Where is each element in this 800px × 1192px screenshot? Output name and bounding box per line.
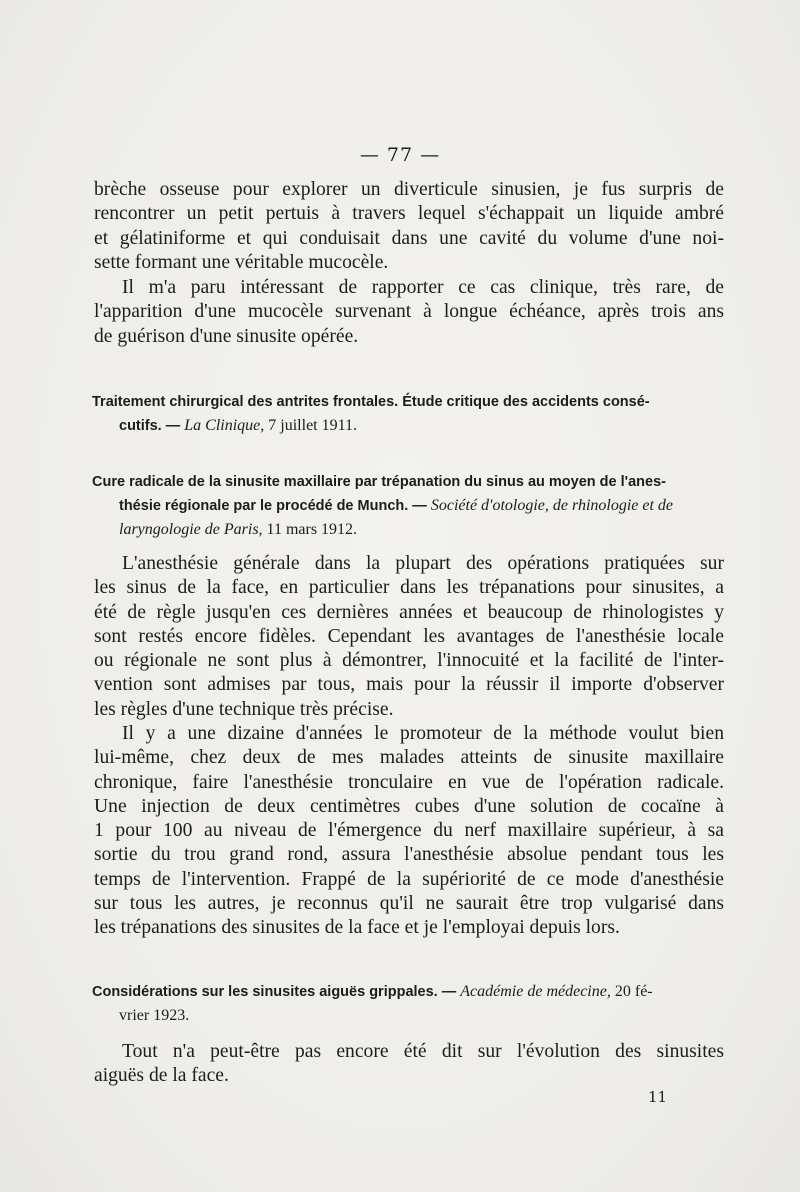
paragraph-line: les sinus de la face, en particulier dans les trépanations pour sinusites, a [94,577,724,599]
paragraph-line: sur tous les autres, je reconnus qu'il ne saurait être trop vulgarisé dans [94,893,724,915]
paragraph-5 [94,1040,724,1089]
page-number: — 77 — [359,144,441,166]
entry-title: Considérations sur les sinusites aiguës grippales. [92,984,438,1000]
paragraph-line: Il y a une dizaine d'années le promoteur de la méthode voulut bien [122,723,724,744]
journal-name: Académie de médecine, [460,983,611,1000]
paragraph-line: aiguës de la face. [94,1065,229,1087]
entry-title-end: thésie régionale par le procédé de Munch. [119,498,409,514]
entry-separator: — [408,498,431,514]
paragraph-line: sortie du trou grand rond, assura l'anesthésie absolue pendant tous les [94,844,724,866]
paragraph-line: de guérison d'une sinusite opérée. [94,325,359,347]
entry-title-line [92,414,724,438]
entry-title-line [92,980,724,1004]
bibliography-entry-1 [92,390,724,438]
signature-mark: 11 [648,1088,668,1106]
entry-title-line: Traitement chirurgical des antrites frontales. Étude critique des accidents consé- [92,394,650,410]
paragraph-line: 1 pour 100 au niveau de l'émergence du nerf maxillaire supérieur, à sa [94,820,724,842]
paragraph-line: temps de l'intervention. Frappé de la supériorité de ce mode d'anesthésie [94,868,724,890]
journal-name: La Clinique, [184,417,265,434]
entry-title-line [92,518,724,542]
entry-title-line [92,1004,724,1028]
paragraph-line: Il m'a paru intéressant de rapporter ce cas clinique, très rare, de [122,277,724,298]
paragraph-4 [94,722,724,941]
paragraph-line: été de règle jusqu'en ces dernières années et beaucoup de rhinologistes y [94,601,724,623]
paragraph-line: Une injection de deux centimètres cubes d'une solution de cocaïne à [94,795,724,817]
paragraph-line: et gélatiniforme et qui conduisait dans une cavité du volume d'une noi- [94,227,724,249]
publication-date-continued: vrier 1923. [119,1007,190,1024]
publication-date: 20 fé- [610,983,653,1000]
bibliography-entry-2 [92,470,724,542]
paragraph-line: lui-même, chez deux de mes malades atteints de sinusite maxillaire [94,747,724,769]
paragraph-line: sont restés encore fidèles. Cependant les avantages de l'anesthésie locale [94,625,724,647]
paragraph-3 [94,552,724,722]
entry-separator: — [437,984,461,1000]
entry-title-end: cutifs. [119,418,162,434]
journal-name-continued: laryngologie de Paris, [119,521,263,538]
entry-separator: — [161,418,185,434]
publication-date: 11 mars 1912. [262,521,358,538]
publication-date: 7 juillet 1911. [264,417,358,434]
paragraph-line: les trépanations des sinusites de la face et je l'employai depuis lors. [94,917,620,939]
paragraph-line: ou régionale ne sont plus à démontrer, l'innocuité et la facilité de l'inter- [94,650,724,672]
paragraph-line: L'anesthésie générale dans la plupart des opérations pratiquées sur [122,553,724,574]
paragraph-line: sette formant une véritable mucocèle. [94,251,389,273]
paragraph-line: l'apparition d'une mucocèle survenant à longue échéance, après trois ans [94,301,724,323]
paragraph-line: vention sont admises par tous, mais pour la réussir il importe d'observer [94,674,724,696]
paragraph-line: Tout n'a peut-être pas encore été dit sur l'évolution des sinusites [122,1041,724,1062]
entry-title-line [92,494,724,518]
entry-title-line: Cure radicale de la sinusite maxillaire par trépanation du sinus au moyen de l'anes- [92,474,666,490]
paragraph-line: les règles d'une technique très précise. [94,698,394,720]
bibliography-entry-3 [92,980,724,1028]
paragraph-line: chronique, faire l'anesthésie tronculaire en vue de l'opération radicale. [94,771,724,793]
paragraph-2 [94,276,724,349]
journal-name: Société d'otologie, de rhinologie et de [430,497,674,514]
paragraph-line: brèche osseuse pour explorer un diverticule sinusien, je fus surpris de [94,179,724,200]
paragraph-line: rencontrer un petit pertuis à travers lequel s'échappait un liquide ambré [94,203,724,225]
paragraph-1 [94,178,724,275]
